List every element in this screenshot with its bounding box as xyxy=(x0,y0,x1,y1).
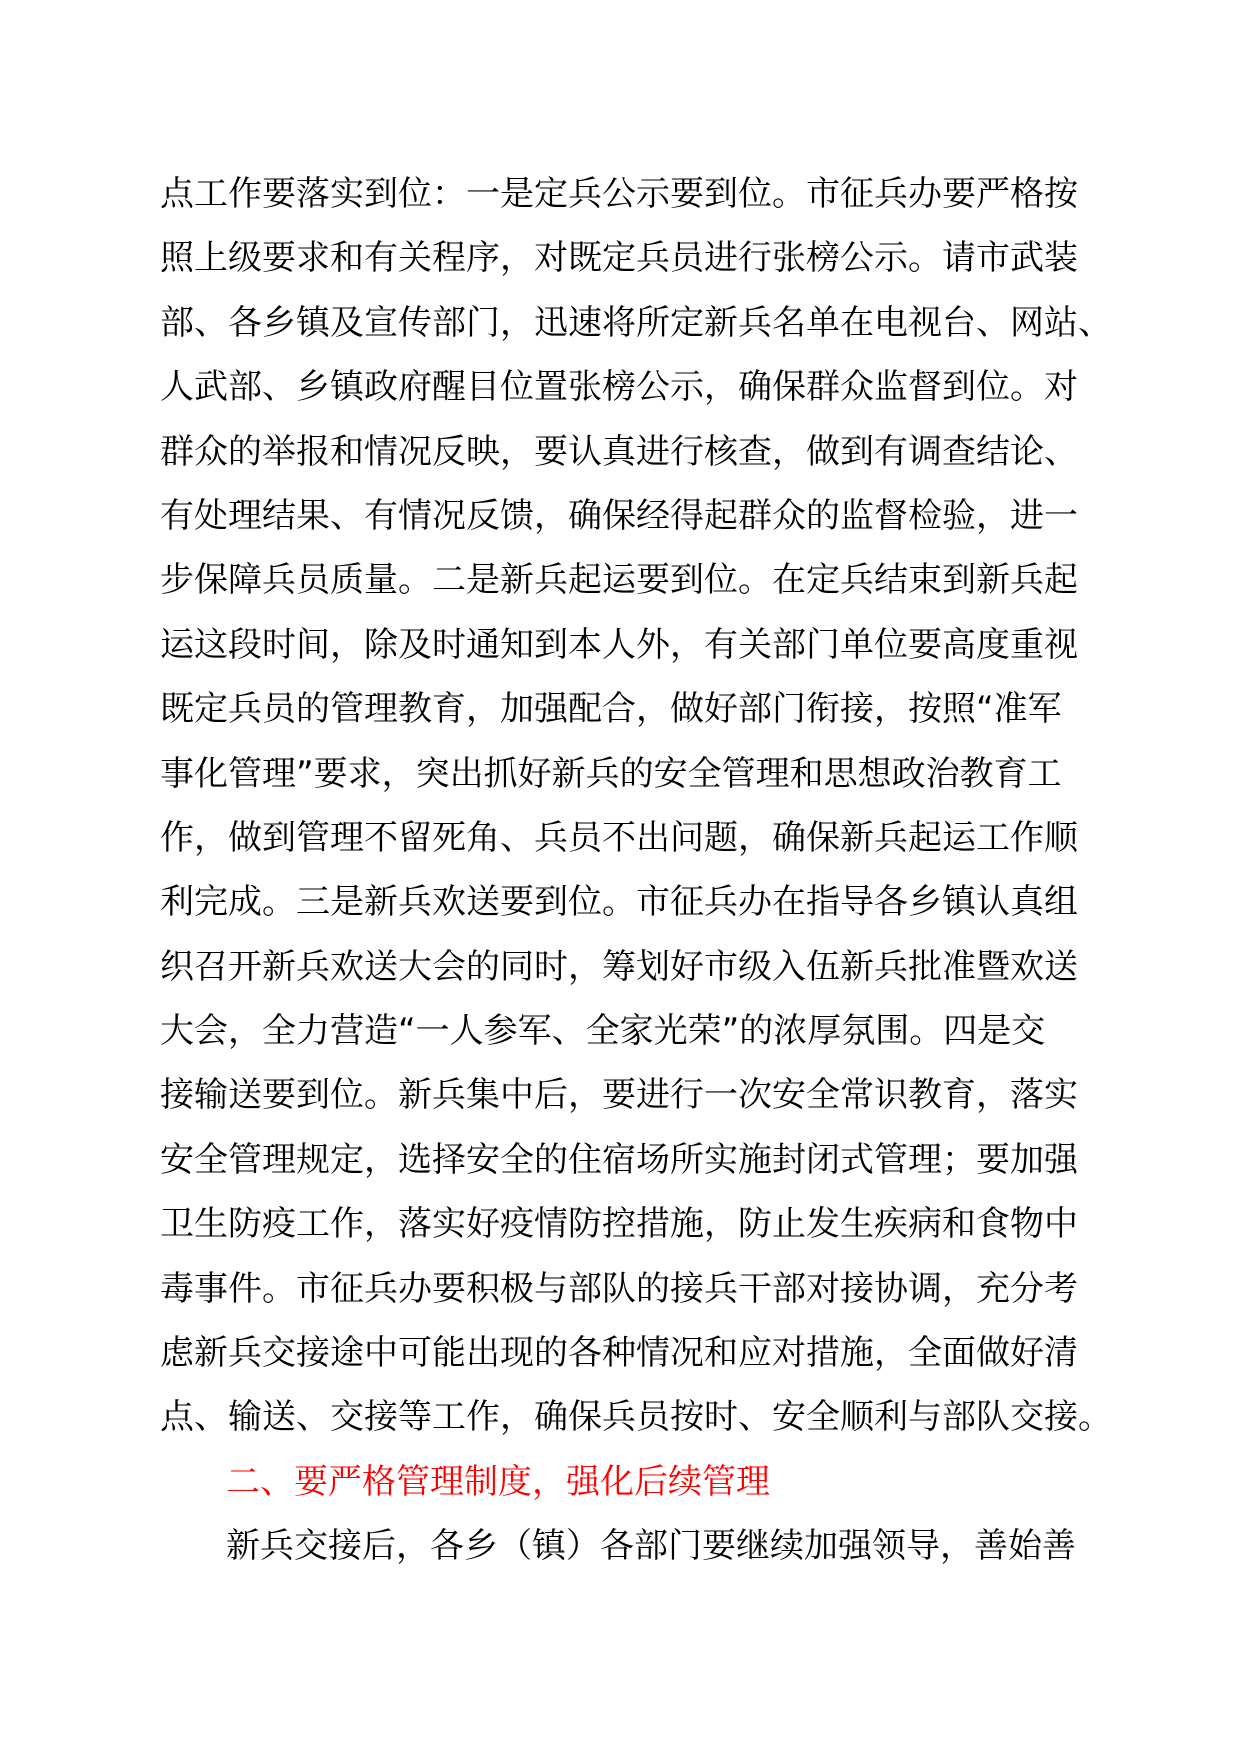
next-paragraph-line: 新兵交接后，各乡（镇）各部门要继续加强领导，善始善 xyxy=(226,1526,1076,1567)
paragraph-line: 既定兵员的管理教育，加强配合，做好部门衔接，按照“准军 xyxy=(160,689,1062,730)
paragraph-line: 点、输送、交接等工作，确保兵员按时、安全顺利与部队交接。 xyxy=(160,1397,1112,1438)
paragraph-line: 群众的举报和情况反映，要认真进行核查，做到有调查结论、 xyxy=(160,431,1078,472)
paragraph-line: 接输送要到位。新兵集中后，要进行一次安全常识教育，落实 xyxy=(160,1075,1078,1116)
paragraph-line: 有处理结果、有情况反馈，确保经得起群众的监督检验，进一 xyxy=(160,495,1078,536)
paragraph-line: 安全管理规定，选择安全的住宿场所实施封闭式管理；要加强 xyxy=(160,1139,1078,1180)
paragraph-line: 织召开新兵欢送大会的同时，筹划好市级入伍新兵批准暨欢送 xyxy=(160,946,1078,987)
paragraph-line: 步保障兵员质量。二是新兵起运要到位。在定兵结束到新兵起 xyxy=(160,560,1078,601)
paragraph-line: 运这段时间，除及时通知到本人外，有关部门单位要高度重视 xyxy=(160,624,1078,665)
paragraph-line: 人武部、乡镇政府醒目位置张榜公示，确保群众监督到位。对 xyxy=(160,367,1078,408)
paragraph-line: 照上级要求和有关程序，对既定兵员进行张榜公示。请市武装 xyxy=(160,238,1078,279)
section-heading: 二、要严格管理制度，强化后续管理 xyxy=(226,1461,770,1502)
paragraph-line: 毒事件。市征兵办要积极与部队的接兵干部对接协调，充分考 xyxy=(160,1268,1078,1309)
paragraph-line: 卫生防疫工作，落实好疫情防控措施，防止发生疾病和食物中 xyxy=(160,1204,1078,1245)
paragraph-line: 部、各乡镇及宣传部门，迅速将所定新兵名单在电视台、网站、 xyxy=(160,302,1112,343)
paragraph-line: 虑新兵交接途中可能出现的各种情况和应对措施，全面做好清 xyxy=(160,1333,1078,1374)
paragraph-line: 利完成。三是新兵欢送要到位。市征兵办在指导各乡镇认真组 xyxy=(160,882,1078,923)
document-body xyxy=(160,162,1112,1579)
paragraph-line: 点工作要落实到位：一是定兵公示要到位。市征兵办要严格按 xyxy=(160,174,1078,214)
paragraph-line: 作，做到管理不留死角、兵员不出问题，确保新兵起运工作顺 xyxy=(160,817,1078,858)
paragraph-line: 事化管理”要求，突出抓好新兵的安全管理和思想政治教育工 xyxy=(160,753,1062,794)
paragraph-line: 大会，全力营造“一人参军、全家光荣”的浓厚氛围。四是交 xyxy=(160,1011,1046,1052)
